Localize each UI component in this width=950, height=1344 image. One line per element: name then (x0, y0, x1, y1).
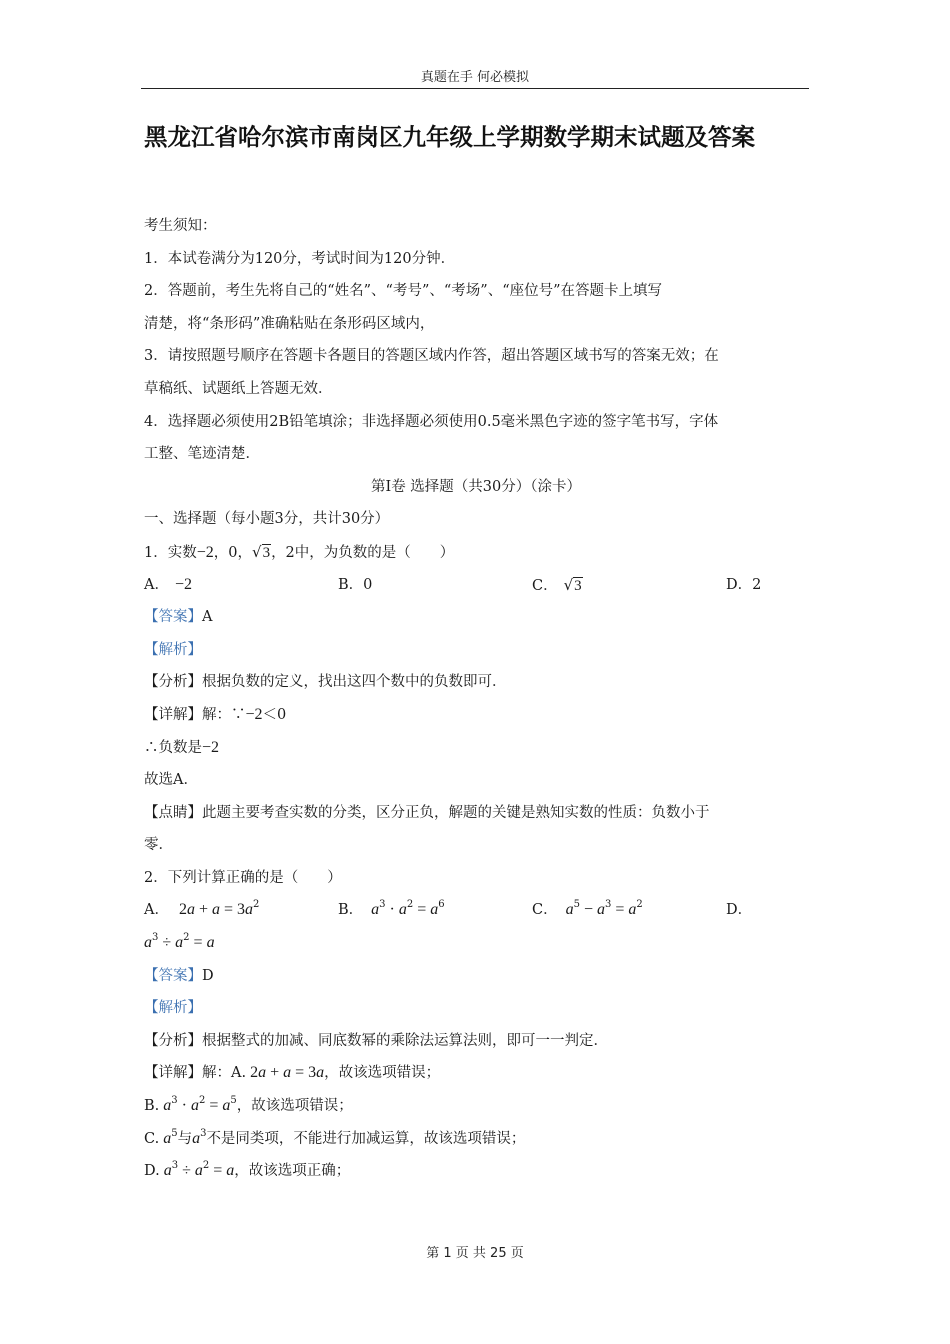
math-op: · (385, 901, 399, 919)
math-var: a (245, 901, 254, 919)
math-var: a (194, 1162, 203, 1180)
notice-item-3b: 草稿纸、试题纸上答题无效． (144, 380, 333, 397)
q2-answer (144, 960, 808, 993)
math-op: ÷ (158, 934, 176, 952)
math-var: a (163, 1129, 172, 1147)
math-exp: 2 (406, 899, 414, 911)
math-var: a (226, 1162, 235, 1180)
math-exp: 2 (183, 932, 190, 944)
answer-value: D (202, 967, 214, 984)
math-op: − (579, 901, 598, 919)
math-exp: 5 (573, 899, 580, 911)
math-var: a (175, 934, 184, 952)
detail-text: B. (144, 1098, 160, 1115)
option-label: B． (338, 902, 364, 919)
detail-tag: 【详解】 (144, 706, 202, 723)
detail-text: ，故该选项错误； (236, 1098, 353, 1115)
q2-analysis-tag: 【解析】 (144, 1000, 202, 1017)
therefore-text: ∴负数是 (144, 739, 202, 756)
math-num: 2 (178, 901, 187, 919)
math-exp: 3 (379, 899, 386, 911)
q2-detail-d (144, 1155, 808, 1188)
sqrt-sign: √ (563, 575, 574, 594)
math-var: a (565, 901, 574, 919)
detail-expr (163, 1160, 235, 1180)
page-footer: 第 1 页 共 25 页 (426, 1246, 524, 1261)
part-title: 一、选择题（每小题3分，共计30分） (144, 511, 390, 528)
document-body (144, 210, 808, 1188)
math-var: a (163, 1097, 172, 1115)
math-var: a (316, 1064, 325, 1082)
option-value: −2 (174, 575, 193, 593)
q2-detail-c (144, 1123, 808, 1156)
option-label: A． (144, 902, 169, 919)
comment-tag: 【点睛】 (144, 804, 202, 821)
math-op: · (177, 1097, 191, 1115)
detail-text: C. (144, 1130, 160, 1147)
q1-answer (144, 601, 808, 634)
q1-stem-a: 1．实数 (144, 544, 197, 561)
detail-expr (250, 1065, 324, 1081)
option-expr (565, 899, 643, 919)
math-exp: 3 (171, 1160, 179, 1172)
detail-text: 与 (177, 1130, 193, 1147)
document-title: 黑龙江省哈尔滨市南岗区九年级上学期数学期末试题及答案 (144, 123, 755, 151)
answer-tag: 【答案】 (144, 967, 202, 984)
q1-option-c (532, 569, 583, 603)
sqrt-arg: 3 (262, 544, 271, 561)
fenxi-text: 根据整式的加减、同底数幂的乘除法运算法则，即可一一判定． (202, 1032, 608, 1049)
math-exp: 3 (200, 1127, 207, 1139)
math-var: a (186, 901, 195, 919)
detail-text-b: ＜0 (262, 706, 287, 723)
math-var: a (163, 1162, 172, 1180)
q1-option-b: B．0 (338, 576, 373, 593)
detail-text: 不是同类项，不能进行加减运算，故该选项错误； (206, 1130, 526, 1147)
notice-item-2b: 清楚，将“条形码”准确粘贴在条形码区域内， (144, 315, 435, 332)
math-op: = 3 (220, 901, 246, 919)
q2-option-d-label: D． (726, 902, 753, 919)
math-exp: 3 (152, 932, 159, 944)
q1-comment-cont: 零． (144, 837, 173, 854)
notice-item-4b: 工整、笔迹清楚． (144, 446, 260, 463)
therefore-math: −2 (202, 738, 220, 756)
math-num: 2 (250, 1064, 259, 1082)
notice-heading: 考生须知： (144, 218, 217, 234)
option-label: C． (532, 577, 558, 594)
math-var: a (283, 1064, 292, 1082)
q1-options (144, 569, 808, 602)
option-expr (178, 899, 260, 919)
answer-value: A (202, 609, 213, 626)
q1-stem-s1: ，0， (213, 544, 252, 561)
q2-option-b (338, 894, 445, 927)
q1-fenxi (144, 666, 808, 699)
math-op: = (189, 934, 207, 952)
q1-stem-b: ，2中，为负数的是（ ） (271, 544, 455, 561)
math-op: + (266, 1064, 284, 1082)
q1-choose: 故选A． (144, 772, 198, 789)
math-var: a (212, 901, 221, 919)
math-exp: 2 (253, 899, 260, 911)
q2-options (144, 894, 808, 927)
option-expr (371, 899, 445, 919)
q1-analysis-tag: 【解析】 (144, 641, 202, 658)
math-var: a (430, 901, 439, 919)
notice-item-4a: 4．选择题必须使用2B铅笔填涂；非选择题必须使用0.5毫米黑色字迹的签字笔书写，字体 (144, 413, 719, 430)
math-var: a (258, 1064, 267, 1082)
fenxi-tag: 【分析】 (144, 674, 202, 691)
math-exp: 5 (171, 1127, 178, 1139)
math-var: a (222, 1097, 231, 1115)
math-op: = (611, 901, 629, 919)
header-rule (141, 88, 809, 89)
q2-fenxi (144, 1025, 808, 1058)
q2-option-c (532, 894, 643, 927)
math-var: a (190, 1097, 199, 1115)
math-op: ÷ (178, 1162, 195, 1180)
q1-option-a (144, 569, 192, 602)
q1-therefore (144, 732, 808, 765)
math-exp: 2 (198, 1095, 206, 1107)
detail-math: −2 (245, 705, 263, 723)
detail-text: ，故该选项错误； (324, 1065, 441, 1082)
math-var: a (206, 934, 215, 952)
detail-text: ，故该选项正确； (234, 1163, 351, 1180)
q2-stem: 2．下列计算正确的是（ ） (144, 869, 342, 886)
q1-sqrt3 (252, 536, 271, 570)
detail-text: 解：A. (202, 1065, 247, 1082)
notice-item-2a: 2．答题前，考生先将自己的“姓名”、“考号”、“考场”、“座位号”在答题卡上填写 (144, 283, 663, 300)
volume-title: 第Ⅰ卷 选择题（共30分）（涂卡） (370, 478, 582, 495)
math-op: = (205, 1097, 223, 1115)
q1-option-d: D．2 (726, 576, 762, 593)
fenxi-text: 根据负数的定义，找出这四个数中的负数即可． (202, 674, 507, 691)
option-sqrt (564, 569, 583, 603)
detail-tag: 【详解】 (144, 1065, 202, 1082)
option-label: A． (144, 576, 169, 593)
math-exp: 5 (230, 1095, 237, 1107)
math-op: = (209, 1162, 227, 1180)
math-op: = 3 (291, 1064, 317, 1082)
fenxi-tag: 【分析】 (144, 1032, 202, 1049)
math-exp: 6 (438, 899, 445, 911)
math-var: a (628, 901, 637, 919)
detail-text: D. (144, 1163, 160, 1180)
q1-detail (144, 699, 808, 732)
q1-stem (144, 536, 808, 569)
q2-detail-b (144, 1090, 808, 1123)
notice-item-1: 1．本试卷满分为120分，考试时间为120分钟． (144, 250, 456, 267)
math-var: a (371, 901, 380, 919)
detail-text-a: 解：∵ (202, 706, 246, 723)
math-var: a (144, 934, 152, 952)
math-op: + (194, 901, 213, 919)
q1-comment (144, 797, 808, 830)
notice-item-3a: 3．请按照题号顺序在答题卡各题目的答题区域内作答，超出答题区域书写的答案无效；在 (144, 348, 719, 365)
math-op: = (413, 901, 431, 919)
detail-expr (163, 1095, 237, 1115)
page-header: 真题在手 何必模拟 (420, 70, 530, 85)
q1-math-neg2: −2 (196, 543, 214, 561)
math-var: a (398, 901, 407, 919)
math-var: a (597, 901, 606, 919)
q2-option-a (144, 894, 259, 927)
q2-detail-a (144, 1057, 808, 1090)
math-exp: 2 (202, 1160, 210, 1172)
math-exp: 2 (636, 899, 643, 911)
sqrt-arg: 3 (574, 577, 582, 594)
option-label: C． (532, 902, 558, 919)
math-exp: 3 (605, 899, 612, 911)
answer-tag: 【答案】 (144, 609, 202, 626)
q2-option-d (144, 927, 808, 960)
comment-text: 此题主要考查实数的分类，区分正负，解题的关键是熟知实数的性质：负数小于 (202, 804, 710, 821)
sqrt-sign: √ (252, 542, 262, 561)
math-exp: 3 (171, 1095, 178, 1107)
math-var: a (192, 1129, 201, 1147)
